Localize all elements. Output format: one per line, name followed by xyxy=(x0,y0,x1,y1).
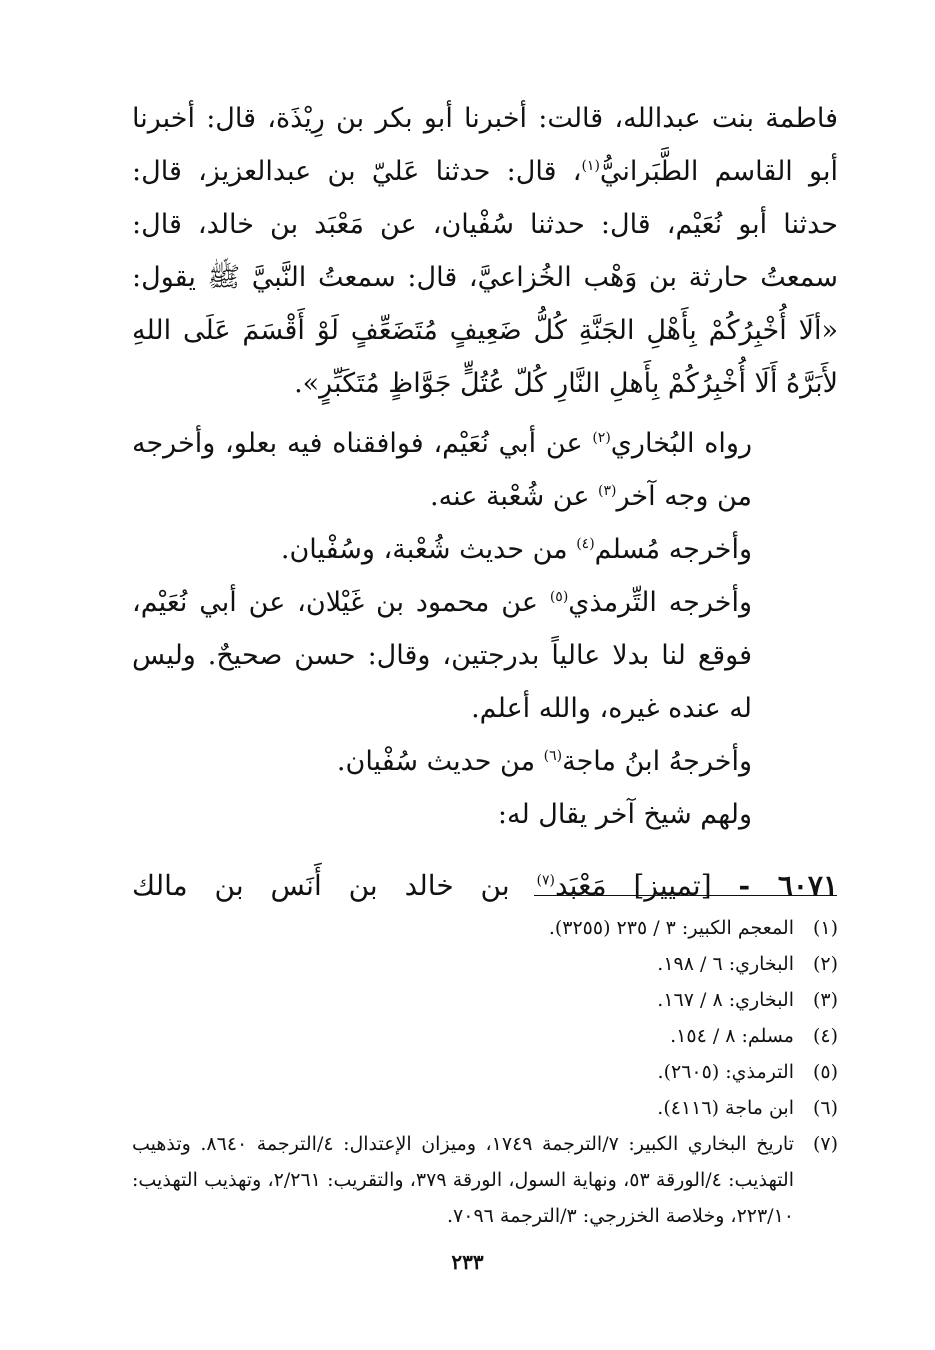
footnote-text: البخاري: ٦ / ١٩٨. xyxy=(657,953,794,975)
footnote-number: (٣) xyxy=(812,989,838,1011)
main-text-block xyxy=(132,92,838,912)
footnote-item xyxy=(132,1090,838,1126)
footnote-ref: (٧) xyxy=(536,872,555,889)
footnote-ref: (١) xyxy=(581,158,600,174)
paragraph-text: عن أبي نُعَيْم، فوافقناه فيه بعلو، وأخرجه من وجه آخر xyxy=(132,428,752,512)
paragraph-text: عن شُعْبة عنه. xyxy=(430,481,599,512)
paragraph-text: من حديث شُعْبة، وسُفْيان. xyxy=(280,534,577,565)
footnote-item xyxy=(132,1126,838,1234)
paragraph-another-sheikh: ولهم شيخ آخر يقال له: xyxy=(497,799,752,830)
entry-heading xyxy=(132,859,838,912)
footnote-number: (١) xyxy=(812,917,838,939)
footnote-number: (٢) xyxy=(812,953,838,975)
footnote-number: (٥) xyxy=(812,1061,838,1083)
paragraph-text: وأخرجه التِّرمذي xyxy=(568,587,752,618)
footnote-item xyxy=(132,982,838,1018)
paragraph-text: وأخرجه مُسلم xyxy=(594,534,752,565)
footnote-item xyxy=(132,910,838,946)
footnote-number: (٦) xyxy=(812,1097,838,1119)
footnote-divider xyxy=(534,895,837,896)
paragraph-hadith-chain xyxy=(132,92,838,410)
footnote-text: تاريخ البخاري الكبير: ٧/الترجمة ١٧٤٩، وميزان الإعتدال: ٤/الترجمة ٨٦٤٠. وتذهيب التهذيب: ٤/الورقة ٥٣، ونهاية السول، الورقة ٣٧٩، والتقريب: ٢/٢٦١، وتهذيب التهذيب: ٢٢٣/١٠، وخلاصة الخزرجي: ٣/الترجمة ٧٠٩٦. xyxy=(132,1133,794,1227)
footnote-item xyxy=(132,1054,838,1090)
footnote-item xyxy=(132,946,838,982)
paragraph-text: وأخرجهُ ابنُ ماجة xyxy=(562,746,752,777)
footnote-text: ابن ماجة (٤١١٦). xyxy=(657,1097,794,1119)
footnote-number: (٧) xyxy=(812,1133,838,1155)
footnote-ref: (٥) xyxy=(549,589,569,605)
paragraph-bukhari xyxy=(132,417,838,523)
footnote-ref: (٦) xyxy=(543,748,563,764)
page-number: ٢٣٣ xyxy=(451,1250,484,1274)
paragraph-text: من حديث سُفْيان. xyxy=(336,746,544,777)
footnote-ref: (٣) xyxy=(598,483,617,499)
footnote-ref: (٤) xyxy=(576,536,595,552)
footnote-text: مسلم: ٨ / ١٥٤. xyxy=(670,1025,794,1047)
entry-title: [تمييز] مَعْبَد xyxy=(554,869,739,902)
footnote-text: المعجم الكبير: ٣ / ٢٣٥ (٣٢٥٥). xyxy=(548,917,794,939)
paragraph-muslim xyxy=(132,523,838,576)
entry-number: ٦٠٧١ - xyxy=(738,869,838,902)
paragraph-text: فاطمة بنت عبدالله، قالت: أخبرنا أبو بكر بن رِيْذَة، قال: أخبرنا أبو القاسم الطَّبَرانيُّ xyxy=(132,103,838,187)
footnote-text: الترمذي: (٢٦٠٥). xyxy=(657,1061,794,1083)
footnote-item xyxy=(132,1018,838,1054)
footnote-ref: (٢) xyxy=(592,430,611,446)
paragraph-tirmidhi xyxy=(132,576,838,735)
footnote-text: البخاري: ٨ / ١٦٧. xyxy=(657,989,794,1011)
paragraph-text: عن محمود بن غَيْلان، عن أبي نُعَيْم، فوقع لنا بدلا عالياً بدرجتين، وقال: حسن صحيحٌ. وليس له عنده غيره، والله أعلم. xyxy=(132,587,752,724)
paragraph-text: رواه البُخاري xyxy=(610,428,752,459)
footnotes xyxy=(132,910,838,1234)
footnote-number: (٤) xyxy=(812,1025,838,1047)
entry-title-rest: بن خالد بن أَنَس بن مالك xyxy=(132,869,537,902)
paragraph-text: ، قال: حدثنا عَليّ بن عبدالعزيز، قال: حدثنا أبو نُعَيْم، قال: حدثنا سُفْيان، عن مَعْبَد بن خالد، قال: سمعتُ حارثة بن وَهْب الخُزاعيَّ، قال: سمعتُ النَّبيَّ ﷺ يقول: «ألَا أُخْبِرُكُمْ بِأَهْلِ الجَنَّةِ كُلُّ ضَعِيفٍ مُتَضَعِّفٍ لَوْ أَقْسَمَ عَلَى اللهِ لأَبَرَّهُ أَلَا أُخْبِرُكُمْ بِأَهلِ النَّارِ كُلّ عُتُلٍّ جَوَّاظٍ مُتَكَبِّرٍ». xyxy=(132,156,838,399)
body-text xyxy=(132,92,838,912)
paragraph-ibn-majah xyxy=(132,735,838,788)
